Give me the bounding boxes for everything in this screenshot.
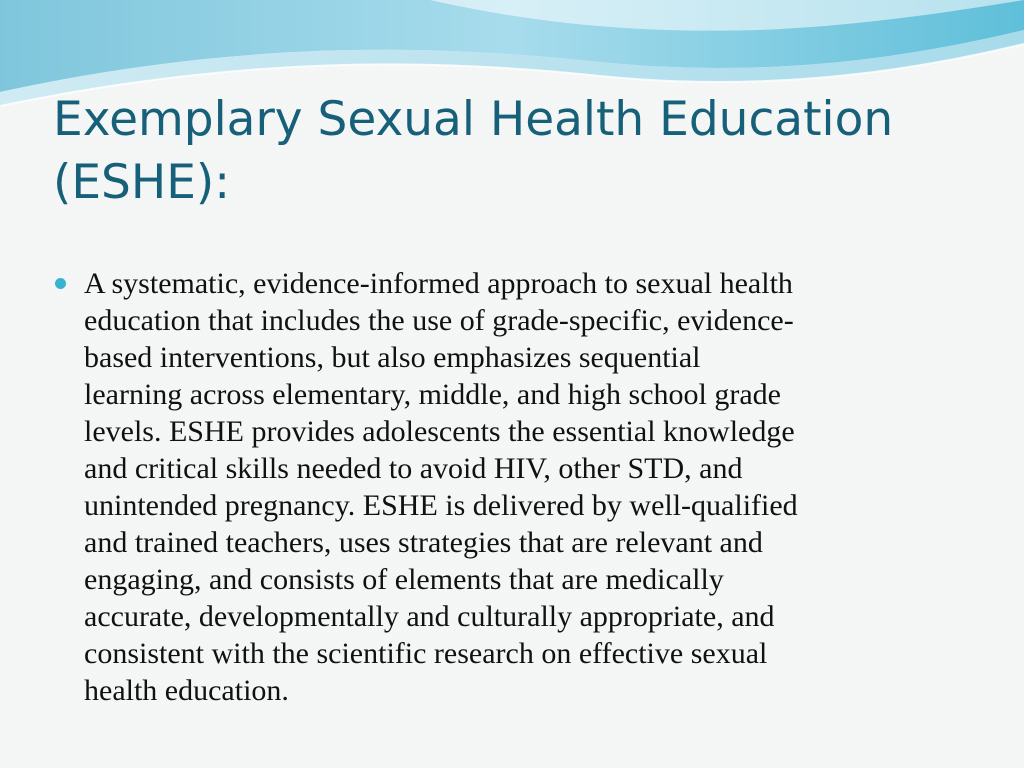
- bullet-text-line: health education.: [84, 674, 289, 707]
- bullet-text: [84, 265, 972, 709]
- bullet-text-line: and trained teachers, uses strategies that are relevant and: [84, 526, 763, 559]
- bullet-text-line: accurate, developmentally and culturally appropriate, and: [84, 600, 775, 633]
- bullet-list: [52, 265, 972, 709]
- bullet-text-line: and critical skills needed to avoid HIV, other STD, and: [84, 452, 743, 485]
- bullet-text-line: education that includes the use of grade-specific, evidence-: [84, 304, 794, 337]
- bullet-dot-icon: [55, 278, 66, 289]
- bullet-item: [52, 265, 972, 709]
- bullet-text-line: learning across elementary, middle, and high school grade: [84, 378, 781, 411]
- bullet-text-line: based interventions, but also emphasizes sequential: [84, 341, 701, 374]
- slide-title: [53, 88, 993, 214]
- bullet-text-line: engaging, and consists of elements that are medically: [84, 563, 724, 596]
- bullet-text-line: A systematic, evidence-informed approach to sexual health: [84, 267, 793, 300]
- bullet-text-line: unintended pregnancy. ESHE is delivered by well-qualified: [84, 489, 798, 522]
- bullet-text-line: levels. ESHE provides adolescents the essential knowledge: [84, 415, 795, 448]
- slide-title-line: (ESHE):: [53, 155, 231, 210]
- slide-title-line: Exemplary Sexual Health Education: [53, 92, 894, 147]
- bullet-text-line: consistent with the scientific research on effective sexual: [84, 637, 768, 670]
